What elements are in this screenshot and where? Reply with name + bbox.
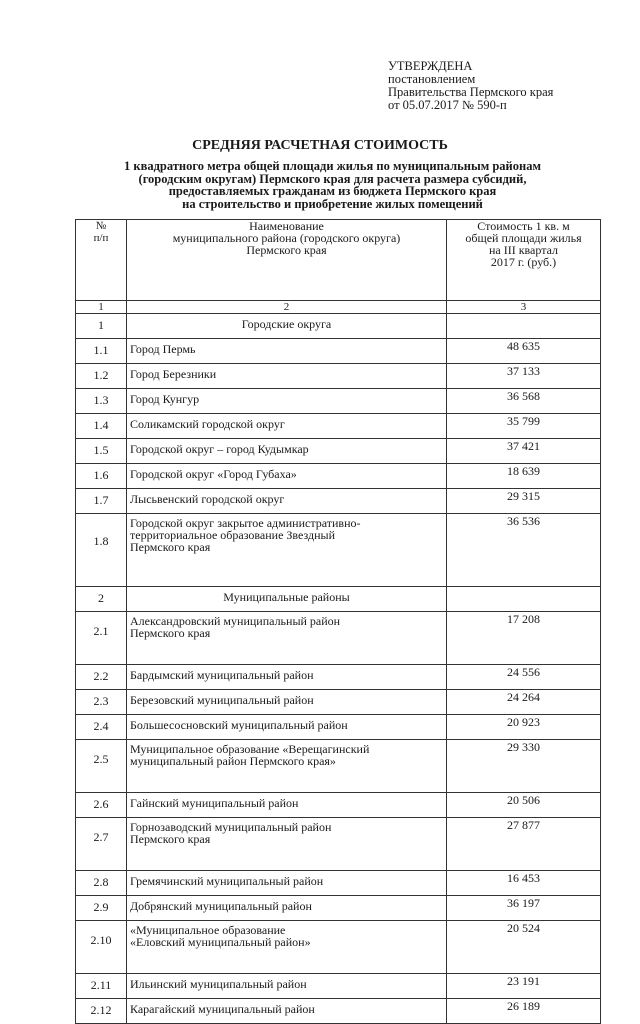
row-number: 1.4 xyxy=(76,414,127,439)
municipality-name xyxy=(127,364,447,389)
municipality-name xyxy=(127,793,447,818)
table-row xyxy=(76,414,601,439)
municipality-name xyxy=(127,740,447,793)
cost-value: 23 191 xyxy=(447,974,601,999)
section-row xyxy=(76,314,601,339)
row-number: 2.5 xyxy=(76,740,127,793)
municipality-name xyxy=(127,818,447,871)
name-line: Карагайский муниципальный район xyxy=(130,1002,315,1016)
cost-value: 36 536 xyxy=(447,514,601,587)
name-line: Город Пермь xyxy=(130,342,196,356)
section-title xyxy=(127,314,447,339)
name-line: Большесосновский муниципальный район xyxy=(130,718,348,732)
header-text: № xyxy=(95,220,107,232)
name-line: Муниципальное образование «Верещагинский xyxy=(130,742,370,756)
row-number: 1.2 xyxy=(76,364,127,389)
name-line: «Еловский муниципальный район» xyxy=(130,935,311,949)
approval-line: УТВЕРЖДЕНА xyxy=(388,59,473,73)
municipality-name xyxy=(127,974,447,999)
table-row xyxy=(76,690,601,715)
cost-value: 20 923 xyxy=(447,715,601,740)
row-number: 2.9 xyxy=(76,896,127,921)
municipality-name xyxy=(127,514,447,587)
row-number: 2.10 xyxy=(76,921,127,974)
municipality-name xyxy=(127,439,447,464)
table-row xyxy=(76,921,601,974)
approval-line: от 05.07.2017 № 590-п xyxy=(388,98,507,112)
table-row xyxy=(76,818,601,871)
cost-value: 36 568 xyxy=(447,389,601,414)
cost-value: 17 208 xyxy=(447,612,601,665)
header-cost xyxy=(447,220,601,301)
cost-value: 29 315 xyxy=(447,489,601,514)
row-number: 2.8 xyxy=(76,871,127,896)
header-text: Стоимость 1 кв. м xyxy=(477,219,570,233)
cost-value xyxy=(447,587,601,612)
cost-value: 35 799 xyxy=(447,414,601,439)
document-title: СРЕДНЯЯ РАСЧЕТНАЯ СТОИМОСТЬ xyxy=(192,138,448,153)
header-text: Наименование xyxy=(249,219,324,233)
cost-value: 20 524 xyxy=(447,921,601,974)
name-line: Бардымский муниципальный район xyxy=(130,668,314,682)
column-number: 2 xyxy=(127,301,447,314)
name-line: Добрянский муниципальный район xyxy=(130,899,312,913)
cost-value: 26 189 xyxy=(447,999,601,1024)
cost-table xyxy=(75,219,601,1024)
municipality-name xyxy=(127,612,447,665)
header-text: на III квартал xyxy=(488,243,559,257)
row-number: 1.6 xyxy=(76,464,127,489)
row-number: 1.7 xyxy=(76,489,127,514)
subtitle-line: предоставляемых гражданам из бюджета Пермского края xyxy=(168,184,497,199)
header-text: п/п xyxy=(93,232,109,244)
approval-line: Правительства Пермского края xyxy=(388,85,554,99)
municipality-name xyxy=(127,339,447,364)
column-number-row xyxy=(76,301,601,314)
name-line: Соликамский городской округ xyxy=(130,417,285,431)
name-line: Александровский муниципальный район xyxy=(130,614,341,628)
name-line: Пермского края xyxy=(130,626,211,640)
table-row xyxy=(76,871,601,896)
table-row xyxy=(76,999,601,1024)
row-number: 1 xyxy=(76,314,127,339)
row-number: 2.1 xyxy=(76,612,127,665)
name-line: Ильинский муниципальный район xyxy=(130,977,307,991)
header-name xyxy=(127,220,447,301)
name-line: Городские округа xyxy=(241,317,332,331)
row-number: 2.11 xyxy=(76,974,127,999)
name-line: Гайнский муниципальный район xyxy=(130,796,299,810)
header-number xyxy=(76,220,127,301)
name-line: Березовский муниципальный район xyxy=(130,693,314,707)
municipality-name xyxy=(127,999,447,1024)
table-row xyxy=(76,612,601,665)
cost-value: 18 639 xyxy=(447,464,601,489)
approval-line: постановлением xyxy=(388,72,476,86)
name-line: «Муниципальное образование xyxy=(130,923,286,937)
cost-value: 24 556 xyxy=(447,665,601,690)
municipality-name xyxy=(127,871,447,896)
name-line: Пермского края xyxy=(130,540,211,554)
municipality-name xyxy=(127,489,447,514)
table-row xyxy=(76,715,601,740)
municipality-name xyxy=(127,896,447,921)
municipality-name xyxy=(127,715,447,740)
header-text: Пермского края xyxy=(246,243,327,257)
column-number: 1 xyxy=(76,301,127,314)
subtitle-line: на строительство и приобретение жилых помещений xyxy=(182,196,483,211)
table-row xyxy=(76,364,601,389)
name-line: территориальное образование Звездный xyxy=(130,528,336,542)
header-text: 2017 г. (руб.) xyxy=(490,255,557,269)
cost-value: 37 421 xyxy=(447,439,601,464)
name-line: Горнозаводский муниципальный район xyxy=(130,820,332,834)
table-row xyxy=(76,896,601,921)
municipality-name xyxy=(127,665,447,690)
cost-value: 36 197 xyxy=(447,896,601,921)
table-row xyxy=(76,489,601,514)
table-header-row xyxy=(76,220,601,301)
table-row xyxy=(76,439,601,464)
document-subtitle xyxy=(40,160,625,210)
row-number: 1.8 xyxy=(76,514,127,587)
table-row xyxy=(76,389,601,414)
name-line: Лысьвенский городской округ xyxy=(130,492,285,506)
municipality-name xyxy=(127,921,447,974)
cost-value xyxy=(447,314,601,339)
column-number: 3 xyxy=(447,301,601,314)
municipality-name xyxy=(127,464,447,489)
row-number: 2.6 xyxy=(76,793,127,818)
name-line: Городской округ «Город Губаха» xyxy=(130,467,297,481)
table-row xyxy=(76,464,601,489)
table-row xyxy=(76,974,601,999)
row-number: 2.7 xyxy=(76,818,127,871)
name-line: Муниципальные районы xyxy=(223,590,350,604)
name-line: Городской округ закрытое административно- xyxy=(130,516,361,530)
row-number: 1.5 xyxy=(76,439,127,464)
cost-value: 20 506 xyxy=(447,793,601,818)
cost-value: 37 133 xyxy=(447,364,601,389)
name-line: Город Березники xyxy=(130,367,217,381)
name-line: муниципальный район Пермского края» xyxy=(130,754,336,768)
name-line: Гремячинский муниципальный район xyxy=(130,874,324,888)
header-text: общей площади жилья xyxy=(465,231,582,245)
approval-stamp xyxy=(388,60,628,112)
cost-value: 48 635 xyxy=(447,339,601,364)
municipality-name xyxy=(127,690,447,715)
row-number: 1.3 xyxy=(76,389,127,414)
table-row xyxy=(76,665,601,690)
table-row xyxy=(76,740,601,793)
name-line: Городской округ – город Кудымкар xyxy=(130,442,309,456)
row-number: 1.1 xyxy=(76,339,127,364)
row-number: 2.4 xyxy=(76,715,127,740)
section-title xyxy=(127,587,447,612)
header-text: муниципального района (городского округа) xyxy=(172,231,401,245)
row-number: 2 xyxy=(76,587,127,612)
table-row xyxy=(76,514,601,587)
row-number: 2.3 xyxy=(76,690,127,715)
row-number: 2.2 xyxy=(76,665,127,690)
municipality-name xyxy=(127,414,447,439)
municipality-name xyxy=(127,389,447,414)
cost-value: 16 453 xyxy=(447,871,601,896)
cost-value: 27 877 xyxy=(447,818,601,871)
table-row xyxy=(76,793,601,818)
row-number: 2.12 xyxy=(76,999,127,1024)
name-line: Пермского края xyxy=(130,832,211,846)
name-line: Город Кунгур xyxy=(130,392,200,406)
subtitle-line: (городским округам) Пермского края для расчета размера субсидий, xyxy=(138,171,527,186)
subtitle-line: 1 квадратного метра общей площади жилья по муниципальным районам xyxy=(124,159,541,173)
cost-value: 29 330 xyxy=(447,740,601,793)
table-row xyxy=(76,339,601,364)
cost-value: 24 264 xyxy=(447,690,601,715)
section-row xyxy=(76,587,601,612)
